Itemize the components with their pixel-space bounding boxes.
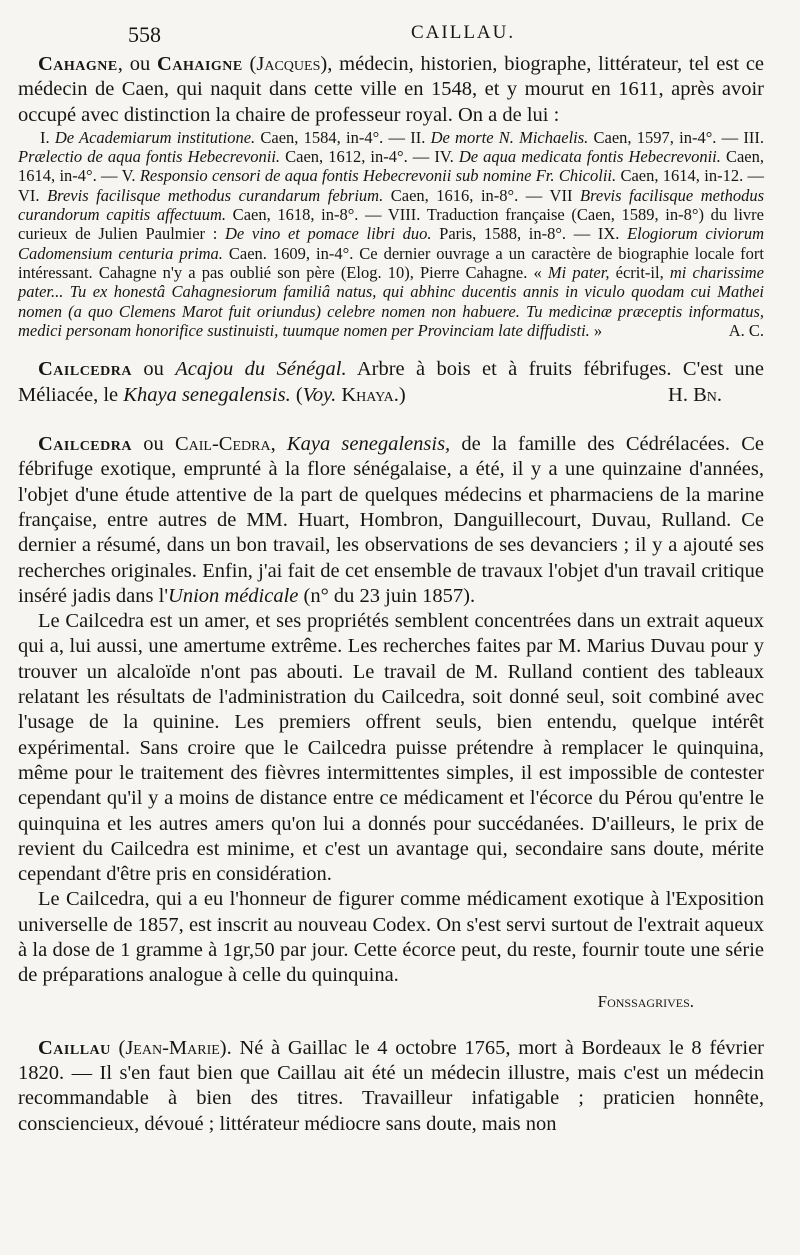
- entry-cailcedra-2: [18, 432, 764, 1014]
- headword-cailcedra-2: Cailcedra: [38, 433, 132, 456]
- running-head: CAILLAU.: [411, 22, 516, 43]
- text-fragment: I.: [40, 127, 55, 147]
- entry-text: médecin, historien, biographe, littérateur, tel est ce médecin de Caen, qui naquit dans cette ville en 1548, et y mourut en 1611, après avoir occupé avec distinction la chaire de professeur royal. On a de lui :: [18, 53, 765, 126]
- work-title: De Academiarum institutione.: [54, 127, 256, 147]
- signature-fonssagrives: Fonssagrives.: [597, 991, 694, 1011]
- person-name: (Jacques),: [242, 53, 333, 75]
- entry-cahagne-body: [18, 52, 764, 128]
- entry-cailcedra-1: [18, 357, 764, 408]
- journal-title: Union médicale: [168, 584, 299, 607]
- headword-cailcedra: Cailcedra: [38, 358, 132, 381]
- headword-cahagne: Cahagne: [38, 53, 118, 75]
- signature-ac: A. C.: [728, 321, 764, 341]
- text-fragment: Caen, 1584, in-4°. — II.: [255, 127, 431, 147]
- signature-hbn: H. Bn.: [668, 383, 722, 406]
- works-paragraph: [18, 128, 764, 340]
- headword-cahaigne: Cahaigne: [157, 53, 243, 75]
- page-number: 558: [128, 22, 161, 47]
- work-title: Elogiorum civiorum Cadomensium centuria prima.: [18, 224, 764, 263]
- text-fragment: »: [589, 320, 603, 340]
- text-fragment: ,: [270, 433, 287, 456]
- text-fragment: Caen, 1614, in-12. — VI.: [18, 166, 765, 205]
- work-title: Prælectio de aqua fontis Hebecrevonii.: [18, 147, 281, 167]
- person-name: Jean-Marie: [125, 1036, 220, 1059]
- work-title: Brevis facilisque methodus curandarum febrium.: [47, 185, 384, 205]
- text-fragment: Paris, 1588, in-8°. — IX.: [431, 224, 628, 244]
- text-fragment: ou: [131, 358, 176, 381]
- text-fragment: Caen, 1614, in-4°. — V.: [18, 147, 765, 186]
- work-title: De morte N. Michaelis.: [430, 127, 589, 147]
- text-fragment: ou: [131, 433, 175, 456]
- entry-cahagne: [18, 52, 764, 340]
- quote: mi charissime pater... Tu ex honestâ Cahagnesiorum familiâ natus, qui abhinc ducentis annis in viculo quodam cui Mathei nomen (a quo Clemens Marot fuit oriundus) celebre nomen non habuere. Tu medicinæ præceptis informatus, medici personam honorifice sustinuisti, tuumque nomen per Provinciam late diffudisti.: [18, 262, 764, 340]
- text-fragment: écrit-il,: [609, 262, 670, 282]
- works-list: [18, 128, 764, 341]
- headword-caillau: Caillau: [38, 1036, 111, 1059]
- paragraph: Le Cailcedra est un amer, et ses propriétés semblent concentrées dans un extrait aqueux qui a, lui aussi, une amertume extrême. Les recherches faites par M. Marius Duvau pour y trouver un alcaloïde n'ont pas abouti. Le travail de M. Rulland contient des tableaux relatant les résultats de l'administration du Cailcedra, soit donné seul, soit combiné avec l'usage de la quinine. Les premiers offrent seuls, bien entendu, quelque intérêt expérimental. Sans croire que le Cailcedra puisse prétendre à remplacer le quinquina, même pour le traitement des fièvres intermittentes simples, il est impossible de contester cependant qu'il y a moins de distance entre ce médicament et l'écorce du Pérou qu'entre le quinquina et les autres amers qu'on lui a donnés pour succédanées. D'ailleurs, le prix de revient du Cailcedra est minime, et c'est un avantage qui, secondaire sans doute, mérite cependant d'être pris en considération.: [18, 610, 764, 886]
- text-fragment: de la famille des Cédrélacées. Ce fébrifuge exotique, emprunté à la flore sénégalaise, a été, il y a une quinzaine d'années, l'objet d'une étude attentive de la part de quelques médecins et pharmaciens de la marine française, entre autres de MM. Huart, Hombron, Danguillecourt, Duvau, Rulland. Ce dernier a résumé, dans un bon travail, les observations de ses devanciers ; il y a ajouté ses recherches originales. Enfin, j'ai fait de cet ensemble de travaux l'objet d'un travail critique inséré jadis dans l': [18, 433, 764, 607]
- entry-caillau-body: [18, 1036, 764, 1137]
- text-fragment: ). Né à Gaillac le 4 octobre 1765, mort à Bordeaux le 8 février 1820. — Il s'en faut bien que Caillau ait été un médecin illustre, mais c'est un médecin recommandable à bien des titres. Travailleur infatigable ; praticien honnête, consciencieux, dévoué ; littérateur médiocre sans doute, mais non: [18, 1036, 765, 1135]
- work-title: Brevis facilisque methodus curandorum capitis affectuum.: [18, 185, 764, 225]
- term: Kaya senegalensis,: [286, 433, 451, 456]
- text-fragment: Arbre à bois et à fruits fébrifuges. C'est une Méliacée, le: [18, 358, 765, 406]
- page-header: [128, 18, 764, 52]
- text-fragment: (: [290, 383, 303, 406]
- text-fragment: Caen. 1609, in-4°. Ce dernier ouvrage a un caractère de biographie locale fort intéressant. Cahagne n'y a pas oublié son père (Elog. 10), Pierre Cahagne. «: [18, 243, 764, 282]
- term: Acajou du Sénégal.: [175, 358, 347, 381]
- quote: Mi pater,: [547, 262, 610, 282]
- text-fragment: Caen, 1616, in-8°. — VII: [383, 185, 580, 205]
- variant-name: Cail-Cedra: [174, 433, 271, 456]
- text-fragment: (: [110, 1036, 126, 1059]
- work-title: Responsio censori de aqua fontis Hebecrevonii sub nomine Fr. Chicolii.: [139, 166, 617, 186]
- text-fragment: (n° du 23 juin 1857).: [298, 584, 476, 607]
- work-title: De aqua medicata fontis Hebecrevonii.: [458, 147, 721, 167]
- text-fragment: , ou: [117, 53, 158, 75]
- text-fragment: Caen, 1618, in-8°. — VIII. Traduction française (Caen, 1589, in-8°) du livre curieux de Julien Paulmier :: [18, 205, 764, 244]
- work-title: De vino et pomace libri duo.: [224, 224, 432, 244]
- term: Khaya senegalensis.: [123, 383, 291, 406]
- cross-reference: Khaya.): [336, 383, 406, 406]
- entry-caillau: [18, 1036, 764, 1137]
- text-fragment: Caen, 1612, in-4°. — IV.: [280, 147, 459, 167]
- term: Voy.: [302, 383, 337, 406]
- text-fragment: Caen, 1597, in-4°. — III.: [588, 127, 764, 147]
- entry-cailcedra-2-body: [18, 432, 764, 609]
- paragraph: Le Cailcedra, qui a eu l'honneur de figurer comme médicament exotique à l'Exposition universelle de 1857, est inscrit au nouveau Codex. On s'est servi surtout de l'extrait aqueux à la dose de 1 gramme à 1gr,50 par jour. Cette écorce peut, du reste, fournir toute une série de préparations analogue à celle du quinquina.: [18, 888, 764, 987]
- entry-cailcedra-1-body: [18, 357, 764, 408]
